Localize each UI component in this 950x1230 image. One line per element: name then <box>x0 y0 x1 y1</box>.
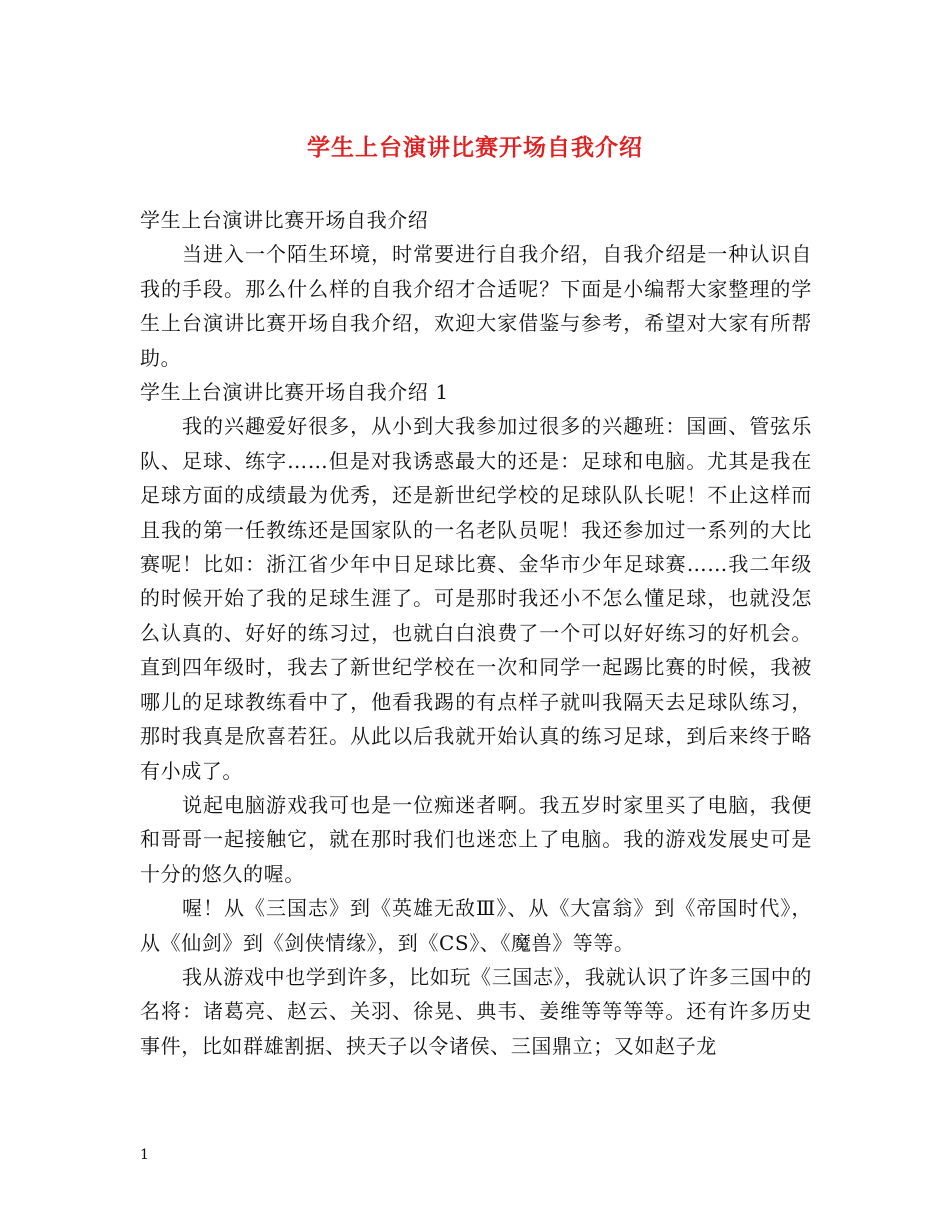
body-paragraph: 喔！从《三国志》到《英雄无敌Ⅲ》、从《大富翁》到《帝国时代》，从《仙剑》到《剑侠情缘》，到《CS》、《魔兽》等等。 <box>140 896 812 955</box>
body-paragraph: 我的兴趣爱好很多，从小到大我参加过很多的兴趣班：国画、管弦乐队、足球、练字……但是对我诱惑最大的还是：足球和电脑。尤其是我在足球方面的成绩最为优秀，还是新世纪学校的足球队队长呢！不止这样而且我的第一任教练还是国家队的一名老队员呢！我还参加过一系列的大比赛呢！比如：浙江省少年中日足球比赛、金华市少年足球赛……我二年级的时候开始了我的足球生涯了。可是那时我还小不怎么懂足球，也就没怎么认真的、好好的练习过，也就白白浪费了一个可以好好练习的好机会。直到四年级时，我去了新世纪学校在一次和同学一起踢比赛的时候，我被哪儿的足球教练看中了，他看我踢的有点样子就叫我隔天去足球队练习，那时我真是欣喜若狂。从此以后我就开始认真的练习足球，到后来终于略有小成了。 <box>140 414 812 783</box>
section-heading: 学生上台演讲比赛开场自我介绍 <box>140 208 429 232</box>
section-heading-1: 学生上台演讲比赛开场自我介绍 1 <box>140 380 449 405</box>
body-paragraph: 我从游戏中也学到许多，比如玩《三国志》，我就认识了许多三国中的名将：诸葛亮、赵云、关羽、徐晃、典韦、姜维等等等等。还有许多历史事件，比如群雄割据、挟天子以令诸侯、三国鼎立；又如赵子龙 <box>140 964 812 1058</box>
document-title: 学生上台演讲比赛开场自我介绍 <box>307 134 643 161</box>
document-body <box>140 203 812 1063</box>
body-paragraph: 说起电脑游戏我可也是一位痴迷者啊。我五岁时家里买了电脑，我便和哥哥一起接触它，就在那时我们也迷恋上了电脑。我的游戏发展史可是十分的悠久的喔。 <box>140 792 812 886</box>
intro-paragraph: 当进入一个陌生环境，时常要进行自我介绍，自我介绍是一种认识自我的手段。那么什么样的自我介绍才合适呢？下面是小编帮大家整理的学生上台演讲比赛开场自我介绍，欢迎大家借鉴与参考，希望对大家有所帮助。 <box>140 242 812 370</box>
page-number: 1 <box>140 1147 149 1163</box>
